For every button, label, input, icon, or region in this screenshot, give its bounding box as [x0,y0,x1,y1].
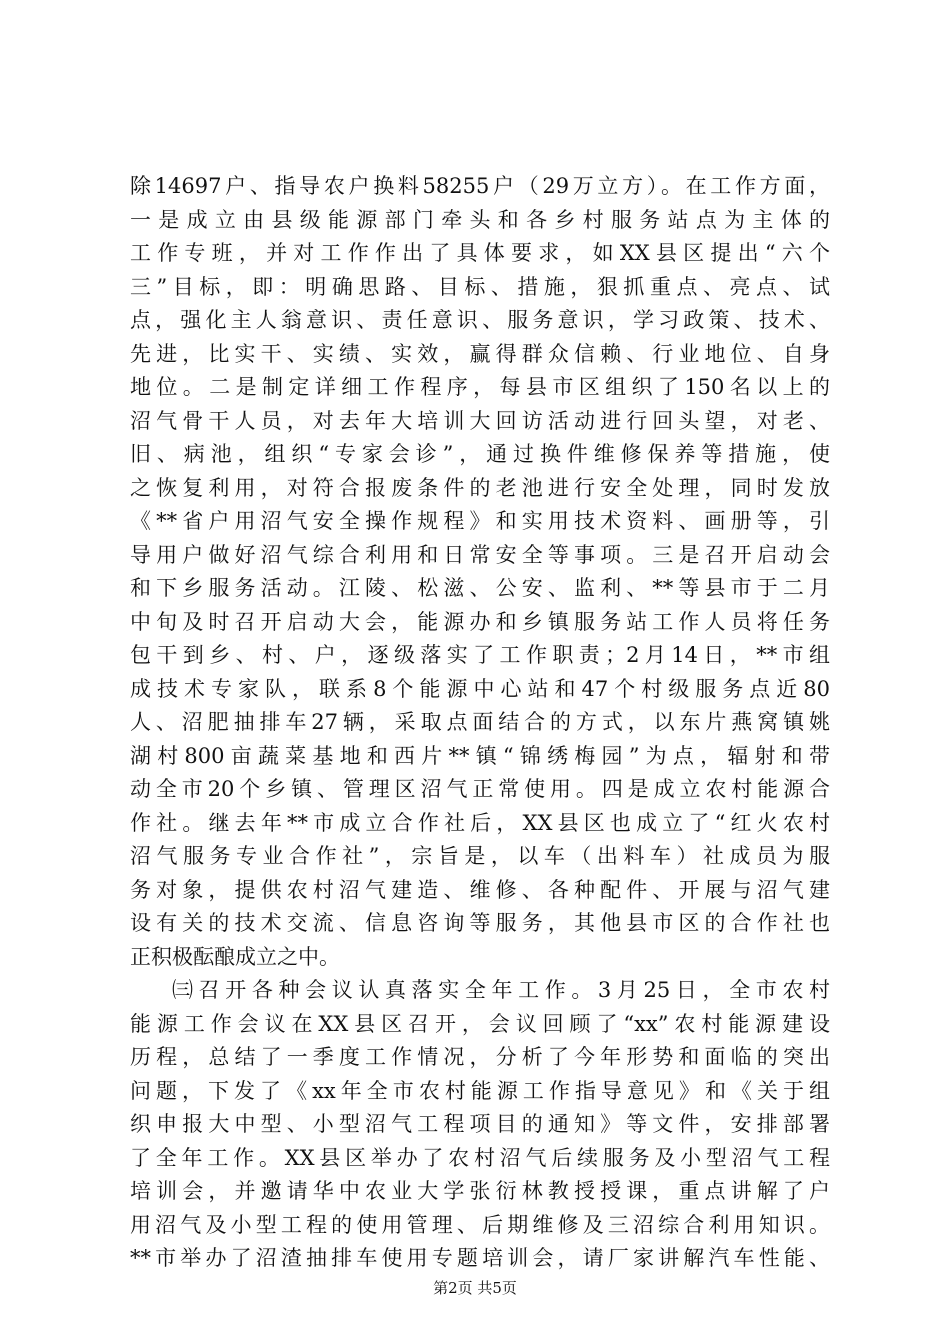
text-line: 历程，总结了一季度工作情况，分析了今年形势和面临的突出 [130,1045,830,1069]
text-line: 沼气骨干人员，对去年大培训大回访活动进行回头望，对老、 [130,408,830,433]
document-body [130,170,830,1276]
text-line: 用沼气及小型工程的使用管理、后期维修及三沼综合利用知识。 [130,1212,830,1237]
text-line: 培训会，并邀请华中农业大学张衍林教授授课，重点讲解了户 [130,1179,830,1203]
text-line: 工作专班，并对工作作出了具体要求，如XX县区提出“六个 [130,241,830,265]
text-line: 正积极酝酿成立之中。 [130,944,340,969]
text-line: 三”目标，即：明确思路、目标、措施，狠抓重点、亮点、试 [130,274,830,299]
text-line: 了全年工作。XX县区举办了农村沼气后续服务及小型沼气工程 [130,1145,830,1170]
text-line: 除14697户、指导农户换料58255户（29万立方）。在工作方面， [130,174,830,198]
text-line: 织申报大中型、小型沼气工程项目的通知》等文件，安排部署 [130,1112,830,1136]
text-line: 问题，下发了《xx年全市农村能源工作指导意见》和《关于组 [130,1078,830,1103]
text-line: 一是成立由县级能源部门牵头和各乡村服务站点为主体的 [130,207,830,232]
paragraph-meetings [130,974,830,1276]
text-line: 人、沼肥抽排车27辆，采取点面结合的方式，以东片燕窝镇姚 [130,710,830,734]
text-line: 和下乡服务活动。江陵、松滋、公安、监利、**等县市于二月 [130,576,830,600]
text-line: 务对象，提供农村沼气建造、维修、各种配件、开展与沼气建 [130,877,830,902]
text-line: 地位。二是制定详细工作程序，每县市区组织了150名以上的 [130,375,830,399]
page-footer: 第2页 共5页 [433,1279,517,1297]
text-line: 《**省户用沼气安全操作规程》和实用技术资料、画册等，引 [130,509,830,533]
text-line: 旧、病池，组织“专家会诊”，通过换件维修保养等措施，使 [130,442,830,466]
text-line: 先进，比实干、实绩、实效，赢得群众信赖、行业地位、自身 [130,341,830,366]
text-line: 作社。继去年**市成立合作社后，XX县区也成立了“红火农村 [130,810,830,835]
paragraph-summary [130,170,830,974]
text-line: ㈢召开各种会议认真落实全年工作。3月25日，全市农村 [172,978,830,1002]
text-line: 导用户做好沼气综合利用和日常安全等事项。三是召开启动会 [130,542,830,567]
text-line: **市举办了沼渣抽排车使用专题培训会，请厂家讲解汽车性能、 [130,1246,830,1270]
text-line: 能源工作会议在XX县区召开，会议回顾了“xx”农村能源建设 [130,1011,830,1036]
text-line: 动全市20个乡镇、管理区沼气正常使用。四是成立农村能源合 [130,777,830,801]
text-line: 成技术专家队，联系8个能源中心站和47个村级服务点近80 [130,676,830,701]
text-line: 湖村800亩蔬菜基地和西片**镇“锦绣梅园”为点，辐射和带 [130,743,830,768]
text-line: 点，强化主人翁意识、责任意识、服务意识，学习政策、技术、 [130,308,830,332]
text-line: 包干到乡、村、户，逐级落实了工作职责；2月14日，**市组 [130,643,830,667]
text-line: 中旬及时召开启动大会，能源办和乡镇服务站工作人员将任务 [130,609,830,634]
text-line: 沼气服务专业合作社”，宗旨是，以车（出料车）社成员为服 [130,844,830,868]
text-line: 之恢复利用，对符合报废条件的老池进行安全处理，同时发放 [130,475,830,500]
text-line: 设有关的技术交流、信息咨询等服务，其他县市区的合作社也 [130,911,830,935]
